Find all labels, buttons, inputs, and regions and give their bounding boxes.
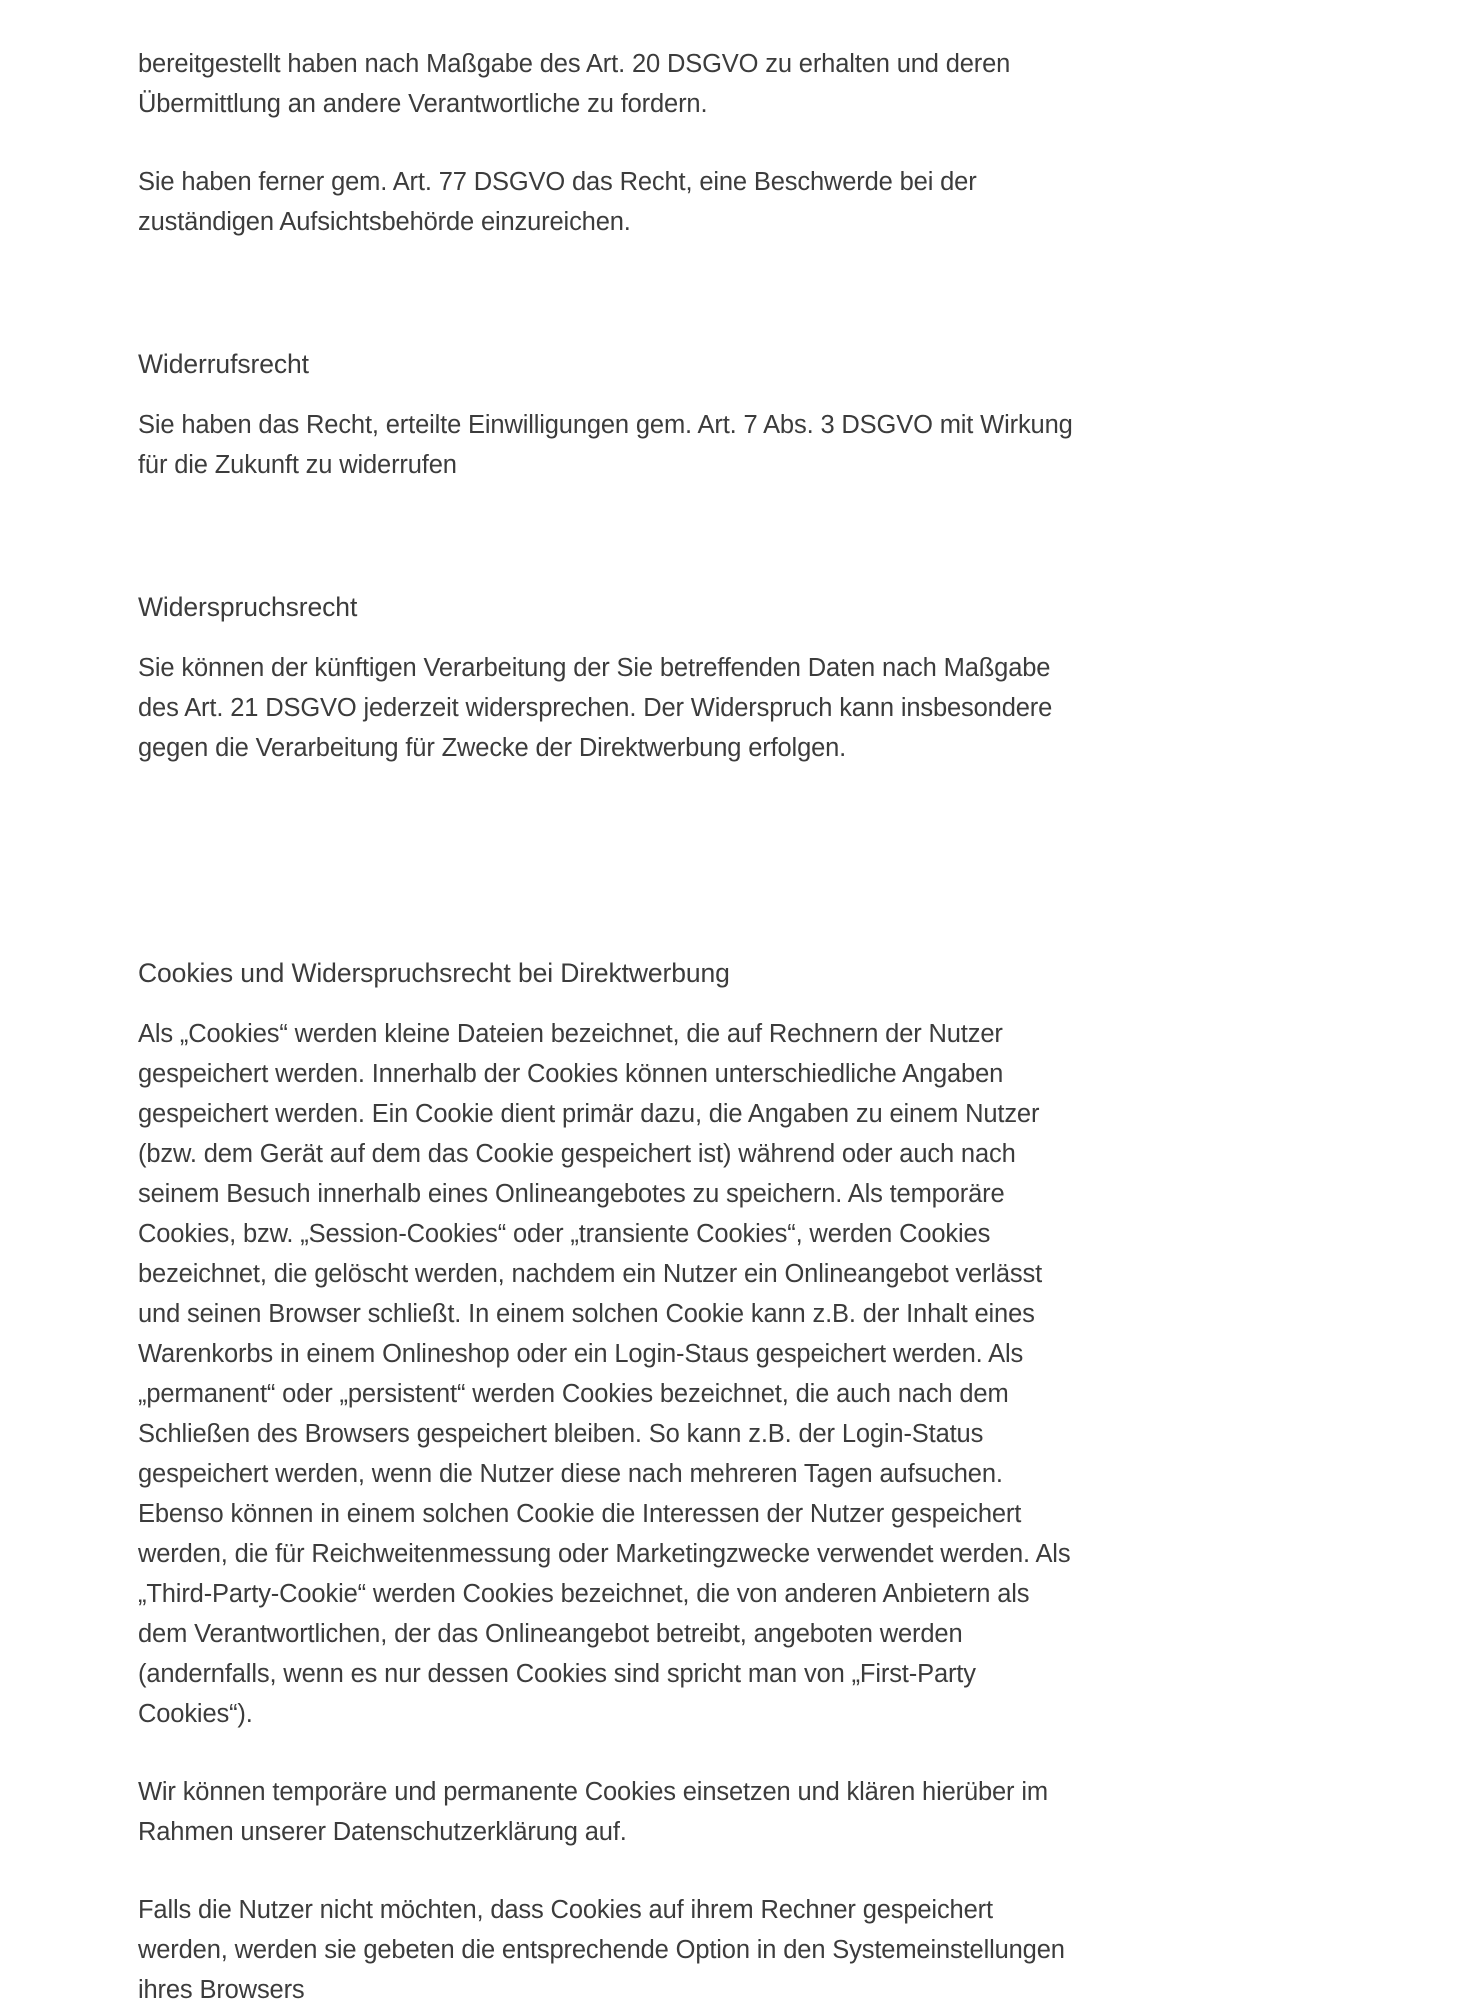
paragraph-cookies-opt-out: Falls die Nutzer nicht möchten, dass Cookies auf ihrem Rechner gespeichert werden, werden sie gebeten die entsprechende Option in den Systemeinstellungen ihres Browsers xyxy=(138,1896,1065,2004)
paragraph-cookies-definition: Als „Cookies“ werden kleine Dateien bezeichnet, die auf Rechnern der Nutzer gespeichert werden. Innerhalb der Cookies können unterschiedliche Angaben gespeichert werden. Ein Cookie dient primär dazu, die Angaben zu einem Nutzer (bzw. dem Gerät auf dem das Cookie gespeichert ist) während oder auch nach seinem Besuch innerhalb eines Onlineangebotes zu speichern. Als temporäre Cookies, bzw. „Session-Cookies“ oder „transiente Cookies“, werden Cookies bezeichnet, die gelöscht werden, nachdem ein Nutzer ein Onlineangebot verlässt und seinen Browser schließt. In einem solchen Cookie kann z.B. der Inhalt eines Warenkorbs in einem Onlineshop oder ein Login-Staus gespeichert werden. Als „permanent“ oder „persistent“ werden Cookies bezeichnet, die auch nach dem Schließen des Browsers gespeichert bleiben. So kann z.B. der Login-Status gespeichert werden, wenn die Nutzer diese nach mehreren Tagen aufsuchen. Ebenso können in einem solchen Cookie die Interessen der Nutzer gespeichert werden, die für Reichweitenmessung oder Marketingzwecke verwendet werden. Als „Third-Party-Cookie“ werden Cookies bezeichnet, die von anderen Anbietern als dem Verantwortlichen, der das Onlineangebot betreibt, angeboten werden (andernfalls, wenn es nur dessen Cookies sind spricht man von „First-Party Cookies“). xyxy=(138,1020,1071,1728)
section-heading-widerrufsrecht: Widerrufsrecht xyxy=(138,349,309,379)
paragraph-widerrufsrecht: Sie haben das Recht, erteilte Einwilligungen gem. Art. 7 Abs. 3 DSGVO mit Wirkung für die Zukunft zu widerrufen xyxy=(138,411,1073,479)
section-heading-widerspruchsrecht: Widerspruchsrecht xyxy=(138,592,358,622)
paragraph-cookies-einsatz: Wir können temporäre und permanente Cookies einsetzen und klären hierüber im Rahmen unserer Datenschutzerklärung auf. xyxy=(138,1778,1048,1846)
section-heading-cookies-und-widerspruchsrecht: Cookies und Widerspruchsrecht bei Direktwerbung xyxy=(138,958,730,988)
document-content-column xyxy=(138,44,1073,2010)
paragraph-datenuebertragbarkeit-continued: bereitgestellt haben nach Maßgabe des Art. 20 DSGVO zu erhalten und deren Übermittlung an andere Verantwortliche zu fordern. xyxy=(138,50,1011,118)
paragraph-widerspruchsrecht: Sie können der künftigen Verarbeitung der Sie betreffenden Daten nach Maßgabe des Art. 21 DSGVO jederzeit widersprechen. Der Widerspruch kann insbesondere gegen die Verarbeitung für Zwecke der Direktwerbung erfolgen. xyxy=(138,654,1053,762)
paragraph-beschwerderecht: Sie haben ferner gem. Art. 77 DSGVO das Recht, eine Beschwerde bei der zuständigen Aufsichtsbehörde einzureichen. xyxy=(138,168,977,236)
